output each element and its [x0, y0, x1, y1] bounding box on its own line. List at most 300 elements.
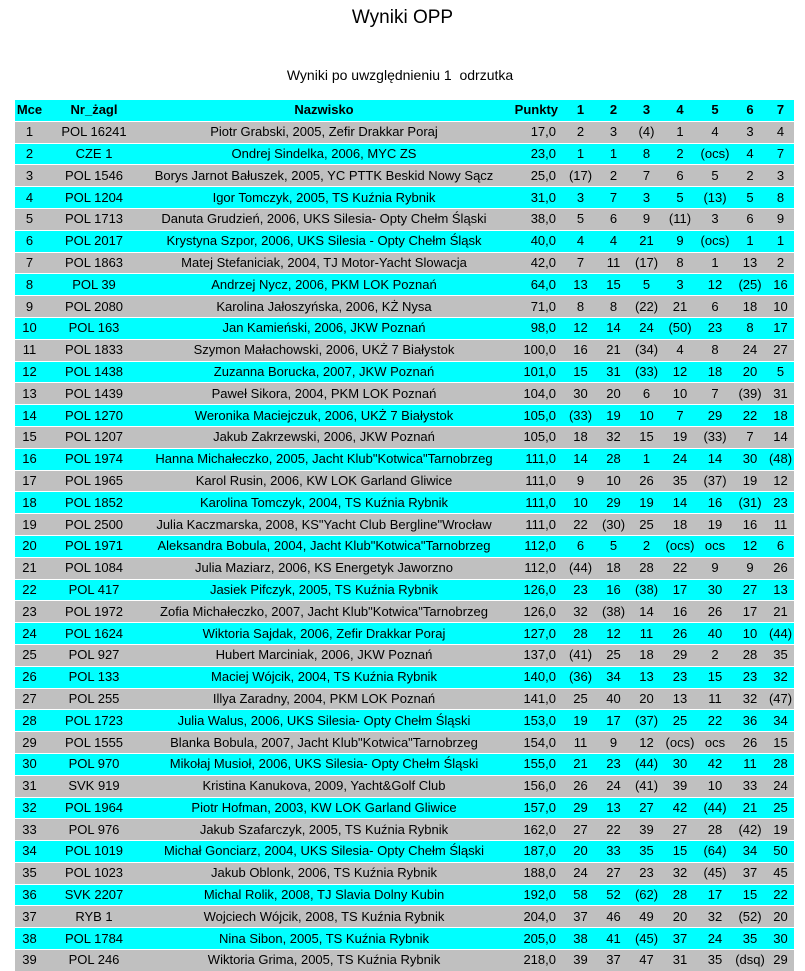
race-4-cell: 25	[663, 710, 697, 732]
race-2-cell: 12	[597, 623, 630, 645]
race-5-cell: 17	[697, 884, 733, 906]
race-5-cell: 28	[697, 819, 733, 841]
race-3-cell: 19	[630, 492, 663, 514]
table-row	[15, 470, 794, 492]
race-1-cell: 16	[564, 339, 597, 361]
race-7-cell: 16	[767, 274, 794, 296]
race-2-cell: 37	[597, 950, 630, 971]
points-cell: 42,0	[504, 252, 564, 274]
race-1-cell: 12	[564, 317, 597, 339]
race-3-cell: 14	[630, 601, 663, 623]
points-cell: 40,0	[504, 230, 564, 252]
points-cell: 188,0	[504, 862, 564, 884]
race-7-cell: 26	[767, 557, 794, 579]
sail-number-cell: POL 39	[44, 274, 144, 296]
place-cell: 15	[15, 426, 44, 448]
race-3-cell: 25	[630, 514, 663, 536]
name-cell: Julia Walus, 2006, UKS Silesia- Opty Chełm Śląski	[144, 710, 504, 732]
race-2-cell: 27	[597, 862, 630, 884]
race-1-cell: (36)	[564, 666, 597, 688]
sail-number-cell: POL 2080	[44, 296, 144, 318]
race-7-cell: 35	[767, 644, 794, 666]
race-1-cell: 24	[564, 862, 597, 884]
table-row	[15, 753, 794, 775]
name-cell: Jasiek Pifczyk, 2005, TS Kuźnia Rybnik	[144, 579, 504, 601]
points-cell: 111,0	[504, 492, 564, 514]
sail-number-cell: POL 1723	[44, 710, 144, 732]
table-row	[15, 862, 794, 884]
points-cell: 127,0	[504, 623, 564, 645]
race-2-cell: 52	[597, 884, 630, 906]
race-5-cell: (ocs)	[697, 230, 733, 252]
place-cell: 5	[15, 208, 44, 230]
name-cell: Maciej Wójcik, 2004, TS Kuźnia Rybnik	[144, 666, 504, 688]
race-6-cell: 28	[733, 644, 767, 666]
race-3-cell: 10	[630, 405, 663, 427]
race-3-cell: 12	[630, 732, 663, 754]
race-1-cell: 9	[564, 470, 597, 492]
race-7-cell: 14	[767, 426, 794, 448]
table-row	[15, 208, 794, 230]
col-header-place: Mce	[15, 100, 44, 121]
table-row	[15, 426, 794, 448]
race-3-cell: (62)	[630, 884, 663, 906]
place-cell: 22	[15, 579, 44, 601]
race-4-cell: (ocs)	[663, 535, 697, 557]
race-1-cell: 32	[564, 601, 597, 623]
sail-number-cell: POL 1555	[44, 732, 144, 754]
race-6-cell: (25)	[733, 274, 767, 296]
points-cell: 137,0	[504, 644, 564, 666]
race-6-cell: 2	[733, 165, 767, 187]
race-1-cell: (33)	[564, 405, 597, 427]
table-row	[15, 688, 794, 710]
place-cell: 2	[15, 143, 44, 165]
points-cell: 38,0	[504, 208, 564, 230]
race-5-cell: 42	[697, 753, 733, 775]
race-6-cell: 32	[733, 688, 767, 710]
race-4-cell: 1	[663, 121, 697, 143]
table-row	[15, 187, 794, 209]
race-5-cell: (37)	[697, 470, 733, 492]
race-4-cell: 2	[663, 143, 697, 165]
name-cell: Julia Kaczmarska, 2008, KS"Yacht Club Bergline"Wrocław	[144, 514, 504, 536]
place-cell: 17	[15, 470, 44, 492]
race-5-cell: 18	[697, 361, 733, 383]
race-7-cell: 28	[767, 753, 794, 775]
race-5-cell: 2	[697, 644, 733, 666]
table-row	[15, 492, 794, 514]
race-7-cell: 8	[767, 187, 794, 209]
table-row	[15, 535, 794, 557]
race-2-cell: 7	[597, 187, 630, 209]
col-header-race-7: 7	[767, 100, 794, 121]
place-cell: 33	[15, 819, 44, 841]
points-cell: 111,0	[504, 514, 564, 536]
race-6-cell: 36	[733, 710, 767, 732]
table-row	[15, 317, 794, 339]
race-3-cell: (37)	[630, 710, 663, 732]
place-cell: 25	[15, 644, 44, 666]
place-cell: 6	[15, 230, 44, 252]
name-cell: Kristina Kanukova, 2009, Yacht&Golf Club	[144, 775, 504, 797]
race-6-cell: 16	[733, 514, 767, 536]
race-5-cell: 5	[697, 165, 733, 187]
points-cell: 100,0	[504, 339, 564, 361]
name-cell: Piotr Grabski, 2005, Zefir Drakkar Poraj	[144, 121, 504, 143]
race-5-cell: ocs	[697, 535, 733, 557]
race-1-cell: 10	[564, 492, 597, 514]
sail-number-cell: POL 1019	[44, 841, 144, 863]
name-cell: Wiktoria Grima, 2005, TS Kuźnia Rybnik	[144, 950, 504, 971]
race-2-cell: 28	[597, 448, 630, 470]
table-row	[15, 230, 794, 252]
race-4-cell: 12	[663, 361, 697, 383]
race-4-cell: 39	[663, 775, 697, 797]
race-6-cell: 18	[733, 296, 767, 318]
race-4-cell: 23	[663, 666, 697, 688]
points-cell: 71,0	[504, 296, 564, 318]
race-2-cell: 16	[597, 579, 630, 601]
race-6-cell: (31)	[733, 492, 767, 514]
race-3-cell: (4)	[630, 121, 663, 143]
table-row	[15, 383, 794, 405]
race-6-cell: 15	[733, 884, 767, 906]
race-5-cell: 6	[697, 296, 733, 318]
race-4-cell: 37	[663, 928, 697, 950]
place-cell: 38	[15, 928, 44, 950]
race-1-cell: 37	[564, 906, 597, 928]
race-7-cell: 4	[767, 121, 794, 143]
sail-number-cell: POL 417	[44, 579, 144, 601]
col-header-name: Nazwisko	[144, 100, 504, 121]
race-2-cell: 17	[597, 710, 630, 732]
table-row	[15, 514, 794, 536]
race-2-cell: 32	[597, 426, 630, 448]
race-4-cell: 20	[663, 906, 697, 928]
table-row	[15, 296, 794, 318]
name-cell: Igor Tomczyk, 2005, TS Kuźnia Rybnik	[144, 187, 504, 209]
race-2-cell: 34	[597, 666, 630, 688]
race-4-cell: 28	[663, 884, 697, 906]
race-5-cell: 8	[697, 339, 733, 361]
sail-number-cell: SVK 919	[44, 775, 144, 797]
table-row	[15, 143, 794, 165]
sail-number-cell: POL 927	[44, 644, 144, 666]
race-1-cell: 58	[564, 884, 597, 906]
race-4-cell: 24	[663, 448, 697, 470]
race-5-cell: 14	[697, 448, 733, 470]
race-2-cell: 46	[597, 906, 630, 928]
points-cell: 64,0	[504, 274, 564, 296]
race-1-cell: 28	[564, 623, 597, 645]
race-6-cell: (52)	[733, 906, 767, 928]
race-6-cell: 19	[733, 470, 767, 492]
race-2-cell: 41	[597, 928, 630, 950]
race-7-cell: 11	[767, 514, 794, 536]
table-row	[15, 274, 794, 296]
race-6-cell: (39)	[733, 383, 767, 405]
name-cell: Matej Stefaniciak, 2004, TJ Motor-Yacht Slowacja	[144, 252, 504, 274]
race-7-cell: 1	[767, 230, 794, 252]
table-row	[15, 732, 794, 754]
race-3-cell: (22)	[630, 296, 663, 318]
race-1-cell: 21	[564, 753, 597, 775]
header-row	[15, 100, 794, 121]
points-cell: 153,0	[504, 710, 564, 732]
points-cell: 112,0	[504, 535, 564, 557]
race-1-cell: 13	[564, 274, 597, 296]
points-cell: 205,0	[504, 928, 564, 950]
race-5-cell: 11	[697, 688, 733, 710]
race-6-cell: 13	[733, 252, 767, 274]
place-cell: 9	[15, 296, 44, 318]
race-2-cell: 6	[597, 208, 630, 230]
sail-number-cell: RYB 1	[44, 906, 144, 928]
sail-number-cell: POL 1204	[44, 187, 144, 209]
race-1-cell: 23	[564, 579, 597, 601]
sail-number-cell: POL 1713	[44, 208, 144, 230]
table-row	[15, 557, 794, 579]
race-6-cell: 7	[733, 426, 767, 448]
race-5-cell: 32	[697, 906, 733, 928]
race-6-cell: 4	[733, 143, 767, 165]
race-1-cell: 38	[564, 928, 597, 950]
race-7-cell: 9	[767, 208, 794, 230]
race-1-cell: 27	[564, 819, 597, 841]
race-7-cell: 10	[767, 296, 794, 318]
race-7-cell: 29	[767, 950, 794, 971]
race-6-cell: 27	[733, 579, 767, 601]
place-cell: 37	[15, 906, 44, 928]
sail-number-cell: POL 1270	[44, 405, 144, 427]
points-cell: 111,0	[504, 470, 564, 492]
place-cell: 4	[15, 187, 44, 209]
race-3-cell: 49	[630, 906, 663, 928]
race-3-cell: 18	[630, 644, 663, 666]
race-6-cell: 23	[733, 666, 767, 688]
race-7-cell: 20	[767, 906, 794, 928]
race-4-cell: 42	[663, 797, 697, 819]
race-4-cell: 8	[663, 252, 697, 274]
race-5-cell: 15	[697, 666, 733, 688]
col-header-race-6: 6	[733, 100, 767, 121]
race-4-cell: 15	[663, 841, 697, 863]
points-cell: 112,0	[504, 557, 564, 579]
name-cell: Wojciech Wójcik, 2008, TS Kuźnia Rybnik	[144, 906, 504, 928]
points-cell: 98,0	[504, 317, 564, 339]
sail-number-cell: POL 1546	[44, 165, 144, 187]
race-2-cell: 4	[597, 230, 630, 252]
place-cell: 36	[15, 884, 44, 906]
race-3-cell: 11	[630, 623, 663, 645]
race-2-cell: 22	[597, 819, 630, 841]
table-row	[15, 623, 794, 645]
sail-number-cell: POL 2017	[44, 230, 144, 252]
race-4-cell: 5	[663, 187, 697, 209]
race-1-cell: 11	[564, 732, 597, 754]
race-6-cell: 30	[733, 448, 767, 470]
race-7-cell: 6	[767, 535, 794, 557]
race-7-cell: 30	[767, 928, 794, 950]
race-3-cell: 47	[630, 950, 663, 971]
race-6-cell: 11	[733, 753, 767, 775]
race-1-cell: 30	[564, 383, 597, 405]
place-cell: 21	[15, 557, 44, 579]
race-1-cell: 18	[564, 426, 597, 448]
race-5-cell: 22	[697, 710, 733, 732]
race-4-cell: 3	[663, 274, 697, 296]
race-4-cell: 9	[663, 230, 697, 252]
race-2-cell: 10	[597, 470, 630, 492]
race-4-cell: 10	[663, 383, 697, 405]
race-7-cell: 31	[767, 383, 794, 405]
place-cell: 7	[15, 252, 44, 274]
race-3-cell: 5	[630, 274, 663, 296]
race-3-cell: 13	[630, 666, 663, 688]
race-2-cell: 14	[597, 317, 630, 339]
table-row	[15, 339, 794, 361]
sail-number-cell: POL 1863	[44, 252, 144, 274]
race-6-cell: 22	[733, 405, 767, 427]
race-6-cell: 3	[733, 121, 767, 143]
table-row	[15, 906, 794, 928]
race-4-cell: 13	[663, 688, 697, 710]
place-cell: 35	[15, 862, 44, 884]
race-5-cell: 40	[697, 623, 733, 645]
race-4-cell: 32	[663, 862, 697, 884]
place-cell: 27	[15, 688, 44, 710]
race-7-cell: (44)	[767, 623, 794, 645]
race-2-cell: 23	[597, 753, 630, 775]
place-cell: 11	[15, 339, 44, 361]
name-cell: Blanka Bobula, 2007, Jacht Klub"Kotwica"Tarnobrzeg	[144, 732, 504, 754]
race-5-cell: 23	[697, 317, 733, 339]
race-1-cell: 19	[564, 710, 597, 732]
points-cell: 162,0	[504, 819, 564, 841]
table-row	[15, 405, 794, 427]
race-2-cell: 8	[597, 296, 630, 318]
race-2-cell: 25	[597, 644, 630, 666]
race-2-cell: 1	[597, 143, 630, 165]
race-7-cell: (47)	[767, 688, 794, 710]
race-2-cell: 19	[597, 405, 630, 427]
race-7-cell: 17	[767, 317, 794, 339]
race-1-cell: 20	[564, 841, 597, 863]
race-3-cell: (34)	[630, 339, 663, 361]
race-3-cell: 8	[630, 143, 663, 165]
name-cell: Karolina Jałoszyńska, 2006, KŻ Nysa	[144, 296, 504, 318]
race-7-cell: 22	[767, 884, 794, 906]
place-cell: 19	[15, 514, 44, 536]
race-7-cell: 7	[767, 143, 794, 165]
name-cell: Michal Rolik, 2008, TJ Slavia Dolny Kubin	[144, 884, 504, 906]
col-header-sail-number: Nr_żagl	[44, 100, 144, 121]
sail-number-cell: POL 1971	[44, 535, 144, 557]
race-1-cell: 2	[564, 121, 597, 143]
sail-number-cell: POL 1439	[44, 383, 144, 405]
name-cell: Karolina Tomczyk, 2004, TS Kuźnia Rybnik	[144, 492, 504, 514]
name-cell: Jakub Oblonk, 2006, TS Kuźnia Rybnik	[144, 862, 504, 884]
sail-number-cell: SVK 2207	[44, 884, 144, 906]
race-3-cell: 39	[630, 819, 663, 841]
place-cell: 8	[15, 274, 44, 296]
place-cell: 20	[15, 535, 44, 557]
table-row	[15, 121, 794, 143]
race-3-cell: (38)	[630, 579, 663, 601]
points-cell: 156,0	[504, 775, 564, 797]
race-1-cell: (41)	[564, 644, 597, 666]
race-5-cell: (64)	[697, 841, 733, 863]
race-7-cell: 25	[767, 797, 794, 819]
place-cell: 29	[15, 732, 44, 754]
race-1-cell: 14	[564, 448, 597, 470]
race-6-cell: 21	[733, 797, 767, 819]
place-cell: 14	[15, 405, 44, 427]
race-3-cell: (44)	[630, 753, 663, 775]
race-3-cell: (33)	[630, 361, 663, 383]
race-4-cell: 7	[663, 405, 697, 427]
results-table	[15, 100, 794, 971]
race-1-cell: 7	[564, 252, 597, 274]
race-2-cell: 5	[597, 535, 630, 557]
page-subtitle: Wyniki po uwzględnieniu 1 odrzutka	[286, 67, 514, 83]
sail-number-cell: POL 2500	[44, 514, 144, 536]
points-cell: 192,0	[504, 884, 564, 906]
sail-number-cell: POL 1438	[44, 361, 144, 383]
points-cell: 154,0	[504, 732, 564, 754]
name-cell: Julia Maziarz, 2006, KS Energetyk Jaworzno	[144, 557, 504, 579]
race-2-cell: 33	[597, 841, 630, 863]
race-3-cell: 27	[630, 797, 663, 819]
sail-number-cell: POL 1784	[44, 928, 144, 950]
race-2-cell: 9	[597, 732, 630, 754]
col-header-race-2: 2	[597, 100, 630, 121]
race-5-cell: 30	[697, 579, 733, 601]
race-3-cell: (41)	[630, 775, 663, 797]
place-cell: 13	[15, 383, 44, 405]
sail-number-cell: POL 976	[44, 819, 144, 841]
race-4-cell: 19	[663, 426, 697, 448]
place-cell: 32	[15, 797, 44, 819]
race-7-cell: 45	[767, 862, 794, 884]
table-row	[15, 579, 794, 601]
race-7-cell: 32	[767, 666, 794, 688]
name-cell: Paweł Sikora, 2004, PKM LOK Poznań	[144, 383, 504, 405]
name-cell: Jakub Szafarczyk, 2005, TS Kuźnia Rybnik	[144, 819, 504, 841]
table-row	[15, 884, 794, 906]
name-cell: Danuta Grudzień, 2006, UKS Silesia- Opty Chełm Śląski	[144, 208, 504, 230]
race-4-cell: 6	[663, 165, 697, 187]
race-5-cell: (33)	[697, 426, 733, 448]
name-cell: Mikołaj Musioł, 2006, UKS Silesia- Opty Chełm Śląski	[144, 753, 504, 775]
race-5-cell: 3	[697, 208, 733, 230]
name-cell: Michał Gonciarz, 2004, UKS Silesia- Opty Chełm Śląski	[144, 841, 504, 863]
points-cell: 31,0	[504, 187, 564, 209]
sail-number-cell: POL 1974	[44, 448, 144, 470]
table-row	[15, 797, 794, 819]
results-body	[15, 121, 794, 971]
race-2-cell: 11	[597, 252, 630, 274]
race-4-cell: 17	[663, 579, 697, 601]
race-7-cell: 27	[767, 339, 794, 361]
race-6-cell: 17	[733, 601, 767, 623]
sail-number-cell: POL 1965	[44, 470, 144, 492]
race-7-cell: 21	[767, 601, 794, 623]
race-5-cell: (13)	[697, 187, 733, 209]
race-6-cell: 34	[733, 841, 767, 863]
col-header-race-1: 1	[564, 100, 597, 121]
